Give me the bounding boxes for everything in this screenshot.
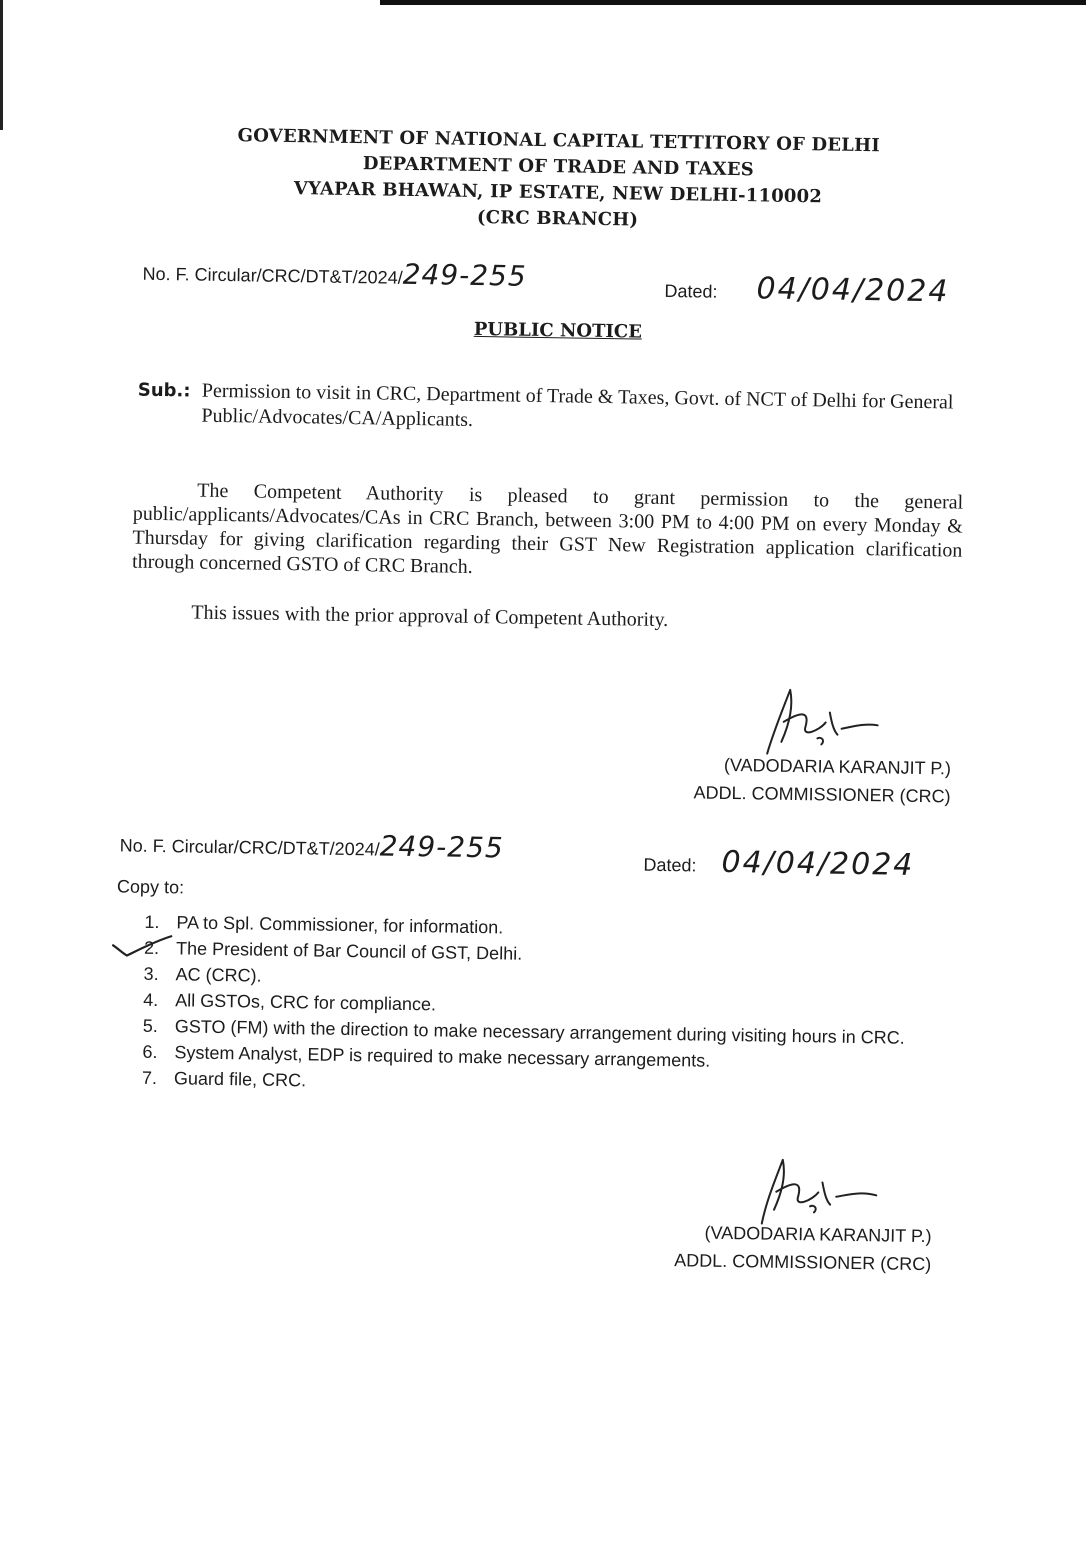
signature-block-bottom xyxy=(579,1217,932,1279)
scan-edge-left xyxy=(0,0,3,130)
signatory-designation: ADDL. COMMISSIONER (CRC) xyxy=(674,1250,932,1275)
reference-number-handwritten: 249-255 xyxy=(402,257,527,293)
signature-block-top xyxy=(598,749,951,811)
list-item: 3. AC (CRC). xyxy=(143,963,262,986)
signatory-designation: ADDL. COMMISSIONER (CRC) xyxy=(693,782,951,807)
subject-text: Permission to visit in CRC, Department of Trade & Taxes, Govt. of NCT of Delhi for General Public/Advocates/CA/Applicants. xyxy=(201,379,954,431)
copy-to-list xyxy=(114,908,917,1103)
list-item: 5. GSTO (FM) with the direction to make necessary arrangement during visiting hours in CRC. xyxy=(142,1015,905,1048)
body-paragraph-1: The Competent Authority is pleased to grant permission to the general public/applicants/Advocates/CAs in CRC Branch, between 3:00 PM to 4:00 PM on every Monday & Thursday for giving clarification regarding their GST New Registration application clarification through concerned GSTO of CRC Branch. xyxy=(131,479,964,578)
signatory-name: (VADODARIA KARANJIT P.) xyxy=(704,1222,932,1247)
header-branch: (CRC BRANCH) xyxy=(476,206,639,231)
list-item: 7. Guard file, CRC. xyxy=(141,1067,307,1091)
dated-top xyxy=(664,270,949,309)
date-handwritten: 04/04/2024 xyxy=(756,271,950,310)
letterhead xyxy=(207,123,909,238)
reference-line-bottom xyxy=(119,825,504,864)
header-address: VYAPAR BHAWAN, IP ESTATE, NEW DELHI-110002 xyxy=(293,178,823,208)
dated-label: Dated: xyxy=(643,854,697,876)
list-item: 1. PA to Spl. Commissioner, for information. xyxy=(144,911,504,938)
reference-number-handwritten: 249-255 xyxy=(379,829,504,865)
date-handwritten: 04/04/2024 xyxy=(721,844,915,883)
reference-prefix: No. F. Circular/CRC/DT&T/2024/ xyxy=(119,835,380,860)
reference-line-top xyxy=(142,254,527,293)
dated-label: Dated: xyxy=(664,280,718,302)
dated-bottom xyxy=(643,844,915,883)
header-department: DEPARTMENT OF TRADE AND TAXES xyxy=(362,153,755,181)
signatory-name: (VADODARIA KARANJIT P.) xyxy=(723,754,952,779)
list-item: 4. All GSTOs, CRC for compliance. xyxy=(143,989,437,1015)
list-item: 6. System Analyst, EDP is required to make necessary arrangements. xyxy=(142,1041,711,1071)
header-government: GOVERNMENT OF NATIONAL CAPITAL TETTITORY OF DELHI xyxy=(237,125,881,157)
subject-label: Sub.: xyxy=(137,379,191,402)
list-item: 2. The President of Bar Council of GST, Delhi. xyxy=(143,937,523,964)
copy-to-label: Copy to: xyxy=(116,876,185,898)
notice-title: PUBLIC NOTICE xyxy=(473,318,643,343)
subject-block xyxy=(137,378,968,431)
body-paragraph-2: This issues with the prior approval of Competent Authority. xyxy=(191,601,669,632)
reference-prefix: No. F. Circular/CRC/DT&T/2024/ xyxy=(142,263,403,288)
